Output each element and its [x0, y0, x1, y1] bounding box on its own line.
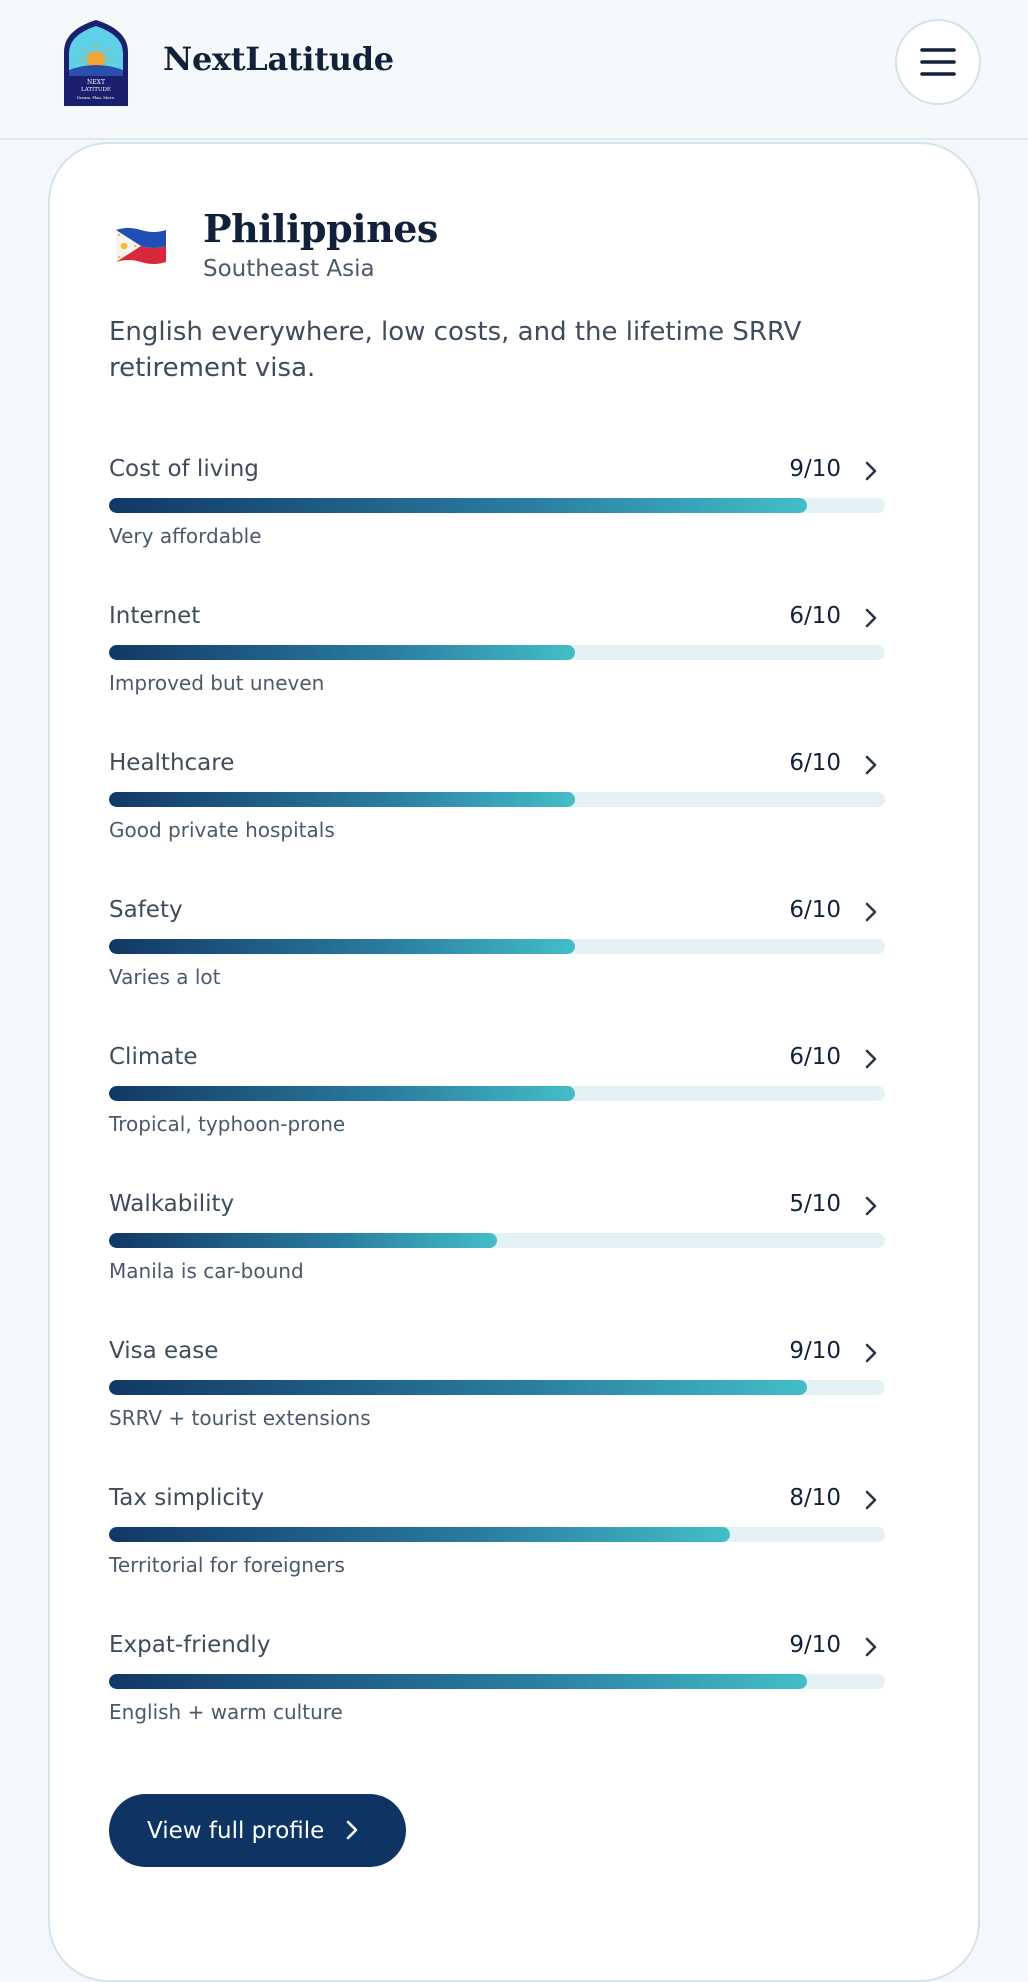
country-card: [48, 142, 980, 1982]
metric-bar-track: [109, 645, 885, 660]
metric-score: 6/10: [789, 1044, 841, 1070]
app-header: [0, 0, 1028, 140]
metric-note: Varies a lot: [109, 965, 221, 989]
metric-bar-track: [109, 1674, 885, 1689]
metric-note: Manila is car-bound: [109, 1259, 304, 1283]
nextlatitude-logo[interactable]: [62, 18, 130, 108]
metric-score: 5/10: [789, 1191, 841, 1217]
metric-row[interactable]: [109, 603, 885, 713]
metric-bar-track: [109, 1233, 885, 1248]
metric-row[interactable]: [109, 1485, 885, 1595]
view-full-profile-button[interactable]: [109, 1794, 406, 1867]
metric-score: 9/10: [789, 1338, 841, 1364]
metric-note: Territorial for foreigners: [109, 1553, 345, 1577]
chevron-right-icon[interactable]: [863, 1636, 879, 1658]
metric-note: Tropical, typhoon-prone: [109, 1112, 346, 1136]
metric-row[interactable]: [109, 1632, 885, 1742]
metric-bar-track: [109, 1086, 885, 1101]
metric-label: Climate: [109, 1044, 198, 1070]
country-name: Philippines: [203, 206, 438, 251]
metric-bar-fill: [109, 498, 807, 513]
brand-name[interactable]: NextLatitude: [163, 40, 394, 78]
metric-score: 8/10: [789, 1485, 841, 1511]
metric-bar-track: [109, 498, 885, 513]
metric-bar-fill: [109, 939, 575, 954]
metric-label: Internet: [109, 603, 201, 629]
philippines-flag-icon: [114, 224, 168, 266]
svg-text:NEXT: NEXT: [87, 79, 105, 86]
metric-row[interactable]: [109, 456, 885, 566]
metric-bar-track: [109, 1527, 885, 1542]
metric-note: SRRV + tourist extensions: [109, 1406, 371, 1430]
metric-score: 6/10: [789, 897, 841, 923]
chevron-right-icon[interactable]: [863, 460, 879, 482]
metric-label: Walkability: [109, 1191, 235, 1217]
country-region: Southeast Asia: [203, 256, 375, 282]
metric-row[interactable]: [109, 1191, 885, 1301]
metric-label: Healthcare: [109, 750, 235, 776]
metric-label: Cost of living: [109, 456, 259, 482]
metric-label: Safety: [109, 897, 183, 923]
svg-text:LATITUDE: LATITUDE: [81, 87, 111, 93]
chevron-right-icon[interactable]: [863, 1342, 879, 1364]
view-full-profile-label: View full profile: [147, 1817, 325, 1844]
metric-bar-fill: [109, 792, 575, 807]
svg-text:Dream. Plan. Move.: Dream. Plan. Move.: [76, 95, 116, 100]
metric-label: Expat-friendly: [109, 1632, 271, 1658]
metric-row[interactable]: [109, 897, 885, 1007]
metric-score: 9/10: [789, 1632, 841, 1658]
metric-bar-fill: [109, 1233, 497, 1248]
metric-score: 6/10: [789, 603, 841, 629]
metric-row[interactable]: [109, 1338, 885, 1448]
metric-note: English + warm culture: [109, 1700, 343, 1724]
metric-score: 9/10: [789, 456, 841, 482]
metric-bar-fill: [109, 1674, 807, 1689]
metric-bar-track: [109, 792, 885, 807]
chevron-right-icon: [344, 1819, 360, 1841]
metric-note: Very affordable: [109, 524, 262, 548]
chevron-right-icon[interactable]: [863, 754, 879, 776]
metric-bar-fill: [109, 1527, 730, 1542]
metric-score: 6/10: [789, 750, 841, 776]
chevron-right-icon[interactable]: [863, 1489, 879, 1511]
metric-label: Visa ease: [109, 1338, 219, 1364]
metric-label: Tax simplicity: [109, 1485, 265, 1511]
metric-row[interactable]: [109, 1044, 885, 1154]
metric-bar-track: [109, 939, 885, 954]
chevron-right-icon[interactable]: [863, 1048, 879, 1070]
hamburger-icon: [919, 46, 957, 78]
metric-bar-track: [109, 1380, 885, 1395]
metric-bar-fill: [109, 1086, 575, 1101]
menu-button[interactable]: [895, 19, 981, 105]
chevron-right-icon[interactable]: [863, 901, 879, 923]
country-description: English everywhere, low costs, and the lifetime SRRV retirement visa.: [109, 317, 802, 383]
metric-bar-fill: [109, 645, 575, 660]
chevron-right-icon[interactable]: [863, 1195, 879, 1217]
metric-note: Improved but uneven: [109, 671, 325, 695]
chevron-right-icon[interactable]: [863, 607, 879, 629]
metric-bar-fill: [109, 1380, 807, 1395]
metric-row[interactable]: [109, 750, 885, 860]
metric-note: Good private hospitals: [109, 818, 335, 842]
